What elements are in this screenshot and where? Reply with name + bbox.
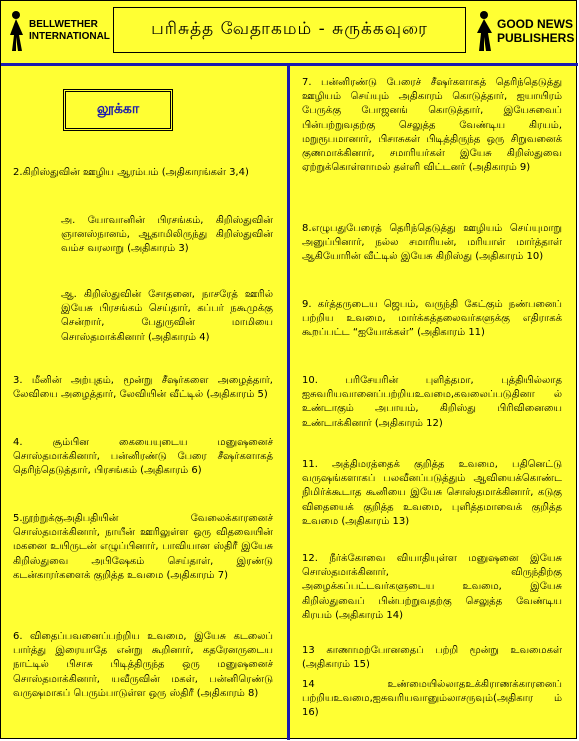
section-4: 4. சூம்பின கையையுடைய மனுஷனைச் சொஸ்தமாக்கினார், பன்னிரண்டு பேரை சீஷர்களாகத் தெரிந்தெடுத்தார், பிரசங்கம் (அதிகாரம் 6) [13,437,273,477]
section-9: 9. கர்த்தருடைய ஜெபம், வருந்தி கேட்கும் நண்பனைப் பற்றிய உவமை, மார்க்கத்தலைவர்களுக்கு எதிராகக் கூறப்பட்ட “ஐயோக்கள்” (அதிகாரம் 11) [302,299,562,339]
section-12: 12. நீர்க்கோவை வியாதியுள்ள மனுஷனை இயேசு சொஸ்தமாக்கினார், விருந்திற்கு அழைக்கப்பட்டவர்களுடைய உவமை, இயேசு கிறிஸ்துவைப் பின்பற்றுவதற்கு செலுத்த வேண்டிய கிரயம் (அதிகாரம் 14) [302,553,562,621]
section-5: 5.நூற்றுக்குஅதிபதியின் வேலைக்காரனைச் சொஸ்தமாக்கினார், நாயீன் ஊரிலுள்ள ஒரு விதவையின் மகனை உயிருடன் எழுப்பினார், பாவியான ஸ்திரீ இயேசு கிறிஸ்துவை அபிஷேகம் செய்தாள், இரண்டு கடன்காரர்களைக் குறித்த உவமை (அதிகாரம் 7) [13,513,273,581]
section-2: 2.கிறிஸ்துவின் ஊழிய ஆரம்பம் (அதிகாரங்கள் 3,4) [13,167,249,178]
section-7: 7. பன்னிரண்டு பேரைச் சீஷர்களாகத் தெரிந்தெடுத்து ஊழியம் செய்யும் அதிகாரம் கொடுத்தார், ஐயாயிரம் பேருக்கு போஜனங் கொடுத்தார், இயேசுவைப் பின்பற்றுவதற்கு செலுத்த வேண்டிய கிரயம், மறுரூபமானார், பிசாசுகள் பிடித்திருந்த ஒரு சிறுவனைக் குணமாக்கினார், சமாரியர்கள் இயேசு கிறிஸ்துவை ஏற்றுக்கொள்ளாமல் தள்ளி விட்டனர் (அதிகாரம் 9) [302,77,562,174]
section-6: 6. விதைப்பவனைப்பற்றிய உவமை, இயேசு கடலைப் பார்த்து இரையாதே என்று கூறினார், கதரேனருடைய நாட்டில் பிசாசு பிடித்திருந்த ஒரு மனுஷனைச் சொஸ்தமாக்கினார், யவீருவின் மகள், பன்னிரெண்டு வருஷமாகப் பெரும்பாடுள்ள ஒரு ஸ்திரீ (அதிகாரம் 8) [13,631,273,699]
right-column [290,66,578,740]
section-13: 13 காணாமற்போனதைப் பற்றி மூன்று உவமைகள் (அதிகாரம் 15) [302,645,562,671]
figure-icon [473,9,495,53]
section-3: 3. மீனின் அற்புதம், மூன்று சீஷர்களை அழைத்தார், லேவியை அழைத்தார், லேவியின் வீட்டில் (அதிகாரம் 5) [13,375,273,401]
page-title: பரிசுத்த வேதாகமம் - சுருக்கவுரை [113,7,466,53]
good-news-publishers-logo [473,5,575,57]
section-10: 10. பரிசேயரின் புளித்தமா, புத்தியில்லாத ஐசுவரியவானைப்பற்றியஉவமை,கவலைப்படுதினா ல் உண்டாகும் அபாயம், கிறிஸ்து பிரிவினையை உண்டாக்கினார் (அதிகாரம் 12) [302,375,562,429]
left-logo-line-2: INTERNATIONAL [29,31,110,42]
left-logo-line-1: BELLWETHER [29,19,98,30]
sheep-figure-icon [5,9,27,53]
section-2b: ஆ. கிறிஸ்துவின் சோதனை, நாசரேத் ஊரில் இயேசு பிரசங்கம் செய்தார், கப்பர் நகூமுக்கு சென்றார், பேதுருவின் மாமியை சொஸ்தமாக்கினார் (அதிகாரம் 4) [61,289,273,343]
section-11: 11. அத்திமரத்தைக் குறித்த உவமை, பதினெட்டு வருஷங்களாகப் பலவீனப்படுத்தும் ஆவியைக்கொண்ட நிமிர்க்கூடாத கூனியை இயேசு சொஸ்தமாக்கினார், கடுகு விதையைக் குறித்த உவமை, புளித்தமாவைக் குறித்த உவமை (அதிகாரம் 13) [302,459,562,527]
book-title: லூக்கா [63,89,173,131]
right-logo-line-2: PUBLISHERS [497,31,575,45]
section-14: 14 உண்மையில்லாதஉக்கிராணக்காரனைப் பற்றியஉவமை,ஐசுவரியவானும்லாசருவும்(அதிகார ம் 16) [302,679,562,719]
right-logo-line-1: GOOD NEWS [497,17,574,31]
section-2a: அ. யோவானின் பிரசங்கம், கிறிஸ்துவின் ஞானஸ்நானம், ஆதாமிலிருந்து கிறிஸ்துவின் வம்ச வரலாறு (அதிகாரம் 3) [61,215,273,255]
section-8: 8.எழுபதுபேரைத் தெரிந்தெடுத்து ஊழியம் செய்யுமாறு அனுப்பினார், நல்ல சமாரியன், மரியாள் மார்த்தாள் ஆகியோரின் வீட்டில் இயேசு கிறிஸ்து (அதிகாரம் 10) [302,223,562,263]
header [1,1,578,63]
bellwether-logo [5,5,110,57]
left-column [1,66,290,740]
